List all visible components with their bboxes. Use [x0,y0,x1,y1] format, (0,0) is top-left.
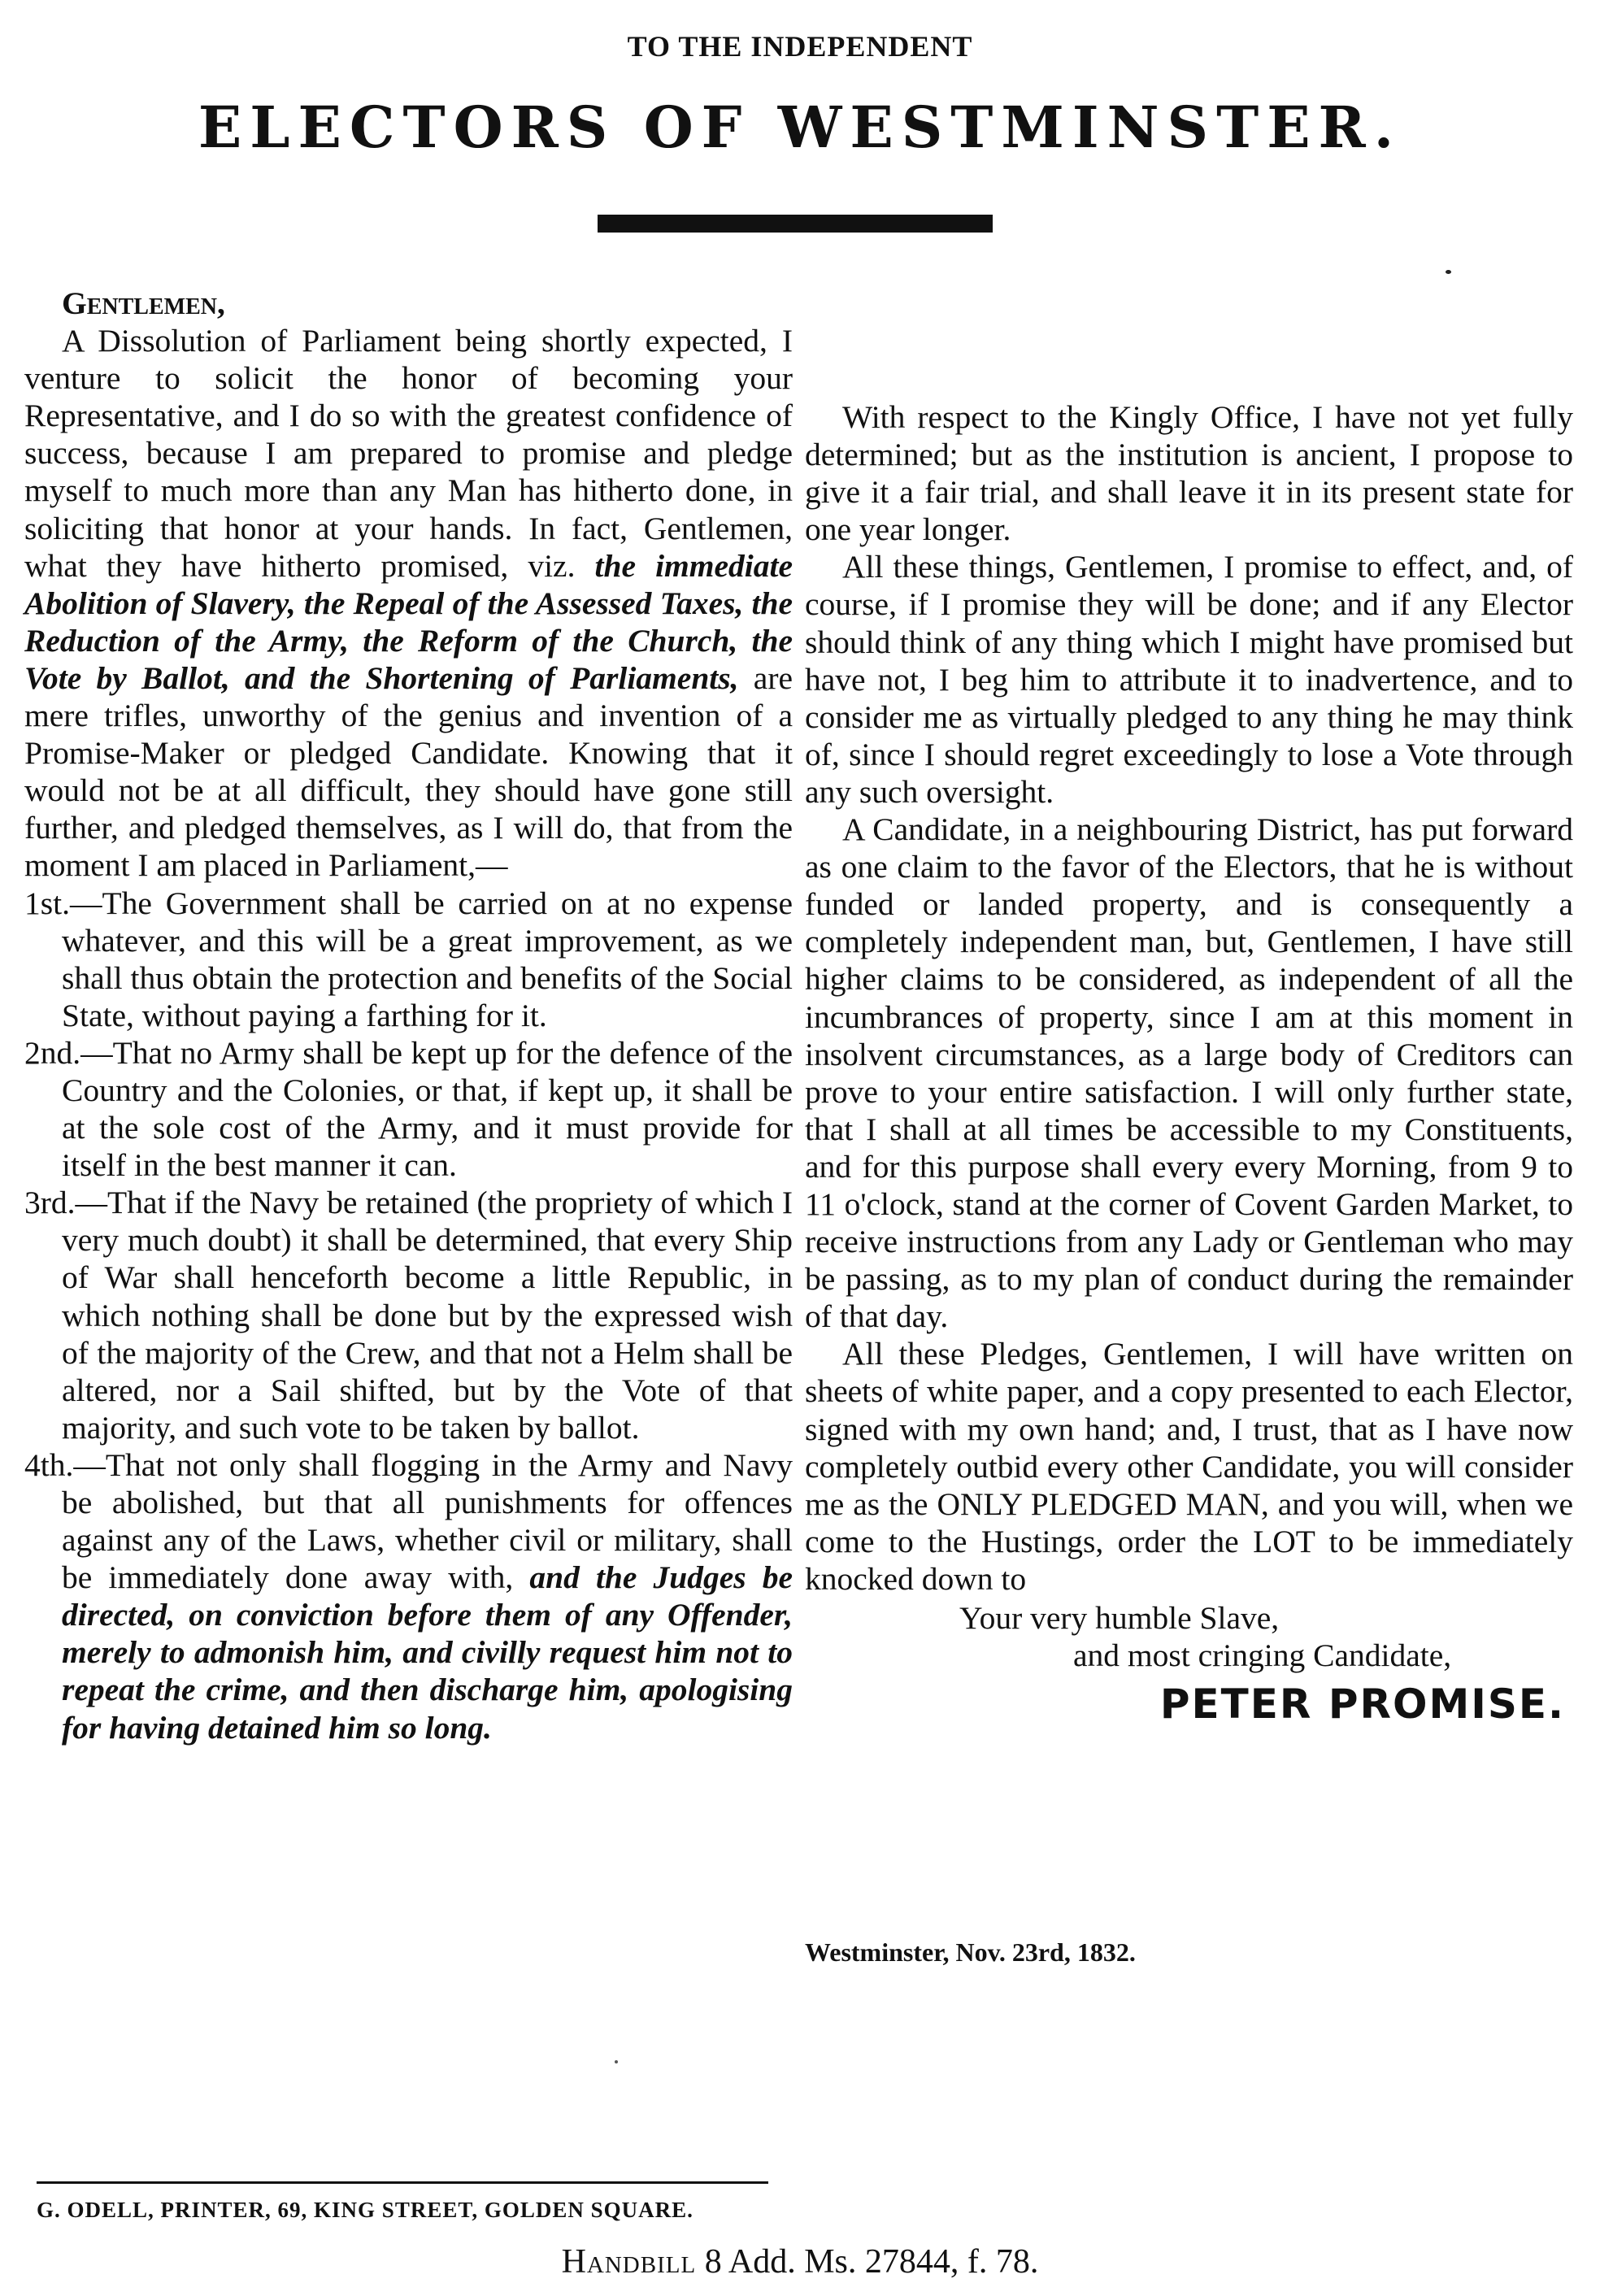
pledge-text: That no Army shall be kept up for the defence of the Country and the Colonies, or that, if kept up, it shall be at the sole cost of the Army, and it must provide for itself in the best manner it can. [62,1034,793,1184]
ink-speck [1446,270,1451,274]
pledge-number: 2nd.— [24,1034,113,1071]
header-rule [598,215,993,233]
closing-line-2: and most cringing Candidate, [1073,1637,1452,1674]
pledge-text: The Government shall be carried on at no expense whatever, and this will be a great improvement, as we shall thus obtain the protection and benefits of the Social State, without paying a farthing for it. [62,885,793,1033]
opening-text-continued: are mere trifles, unworthy of the genius and invention of a Promise-Maker or pledged Candidate. Knowing that it would not be at all difficult, they should have gone still further, and pledged themselves, as I will do, that from the moment I am placed in Parliament,— [24,659,793,884]
salutation: Gentlemen, [62,285,225,321]
right-column-body [805,398,1573,1729]
signature: PETER PROMISE. [1159,1681,1565,1729]
pledges-paragraph: All these Pledges, Gentlemen, I will have written on sheets of white paper, and a copy presented to each Elector, signed with my own hand; and, I trust, that as I have now completely outbid every other Candidate, you will consider me as the ONLY PLEDGED MAN, and you will, when we come to the Hustings, order the LOT to be immediately knocked down to [805,1336,1573,1597]
pledge-4-italic: and the Judges be directed, on conviction before them of any Offender, merely to admonish him, and civilly request him not to repeat the crime, and then discharge him, apologising for having detained him so long. [62,1559,793,1746]
pledge-2 [24,1034,793,1184]
kingly-office-paragraph: With respect to the Kingly Office, I have not yet fully determined; but as the institution is ancient, I propose to give it a fair trial, and shall leave it in its present state for one year longer. [805,399,1573,548]
pledge-1 [24,885,793,1034]
opening-text: A Dissolution of Parliament being shortly expected, I venture to solicit the honor of becoming your Representative, and I do so with the greatest confidence of success, because I am prepared to promise and pledge myself to much more than any Man has hitherto done, in soliciting that honor at your hands. In fact, Gentlemen, what they have hitherto promised, viz. [24,323,793,584]
ink-speck [615,2060,618,2063]
pledge-3 [24,1184,793,1446]
caption-label: Handbill [561,2243,697,2281]
pledge-number: 4th.— [24,1446,106,1483]
all-these-things-paragraph: All these things, Gentlemen, I promise to effect, and, of course, if I promise they will be done; and if any Elector should think of any thing which I might have promised but have not, I beg him to attribute it to inadvertence, and to consider me as virtually pledged to any thing he may think of, since I should regret exceedingly to lose a Vote through any such oversight. [805,549,1573,810]
pledge-text: That not only shall flogging in the Army and Navy be abolished, but that all punishments for offences against any of the Laws, whether civil or military, shall be immediately done away with, [62,1446,793,1596]
caption-reference: 8 Add. Ms. 27844, f. 78. [704,2243,1039,2281]
pledge-4 [24,1446,793,1746]
pledge-text: That if the Navy be retained (the propriety of which I very much doubt) it shall be determined, that every Ship of War shall henceforth become a little Republic, in which nothing shall be done but by the expressed wish of the majority of the Crew, and that not a Helm shall be altered, nor a Sail shifted, but by the Vote of that majority, and such vote to be taken by ballot. [62,1185,793,1446]
page-title: ELECTORS OF WESTMINSTER. [198,93,1402,161]
pledge-number: 3rd.— [24,1185,108,1221]
pledge-number: 1st.— [24,885,102,921]
promises-list-italic: the immediate Abolition of Slavery, the Repeal of the Assessed Taxes, the Reduction of the Army, the Reform of the Church, the Vote by Ballot, and the Shortening of Parliaments, [24,547,793,696]
opening-paragraph [24,322,793,884]
closing-line-1: Your very humble Slave, [959,1600,1280,1636]
footer-rule [37,2181,768,2184]
dateline: Westminster, Nov. 23rd, 1832. [805,1937,1136,1967]
printer-imprint: G. ODELL, PRINTER, 69, KING STREET, GOLDEN SQUARE. [37,2198,693,2222]
left-column [24,285,793,1746]
archive-caption [0,2242,1600,2281]
candidate-paragraph: A Candidate, in a neighbouring District, has put forward as one claim to the favor of the Electors, that he is without funded or landed property, and is consequently a completely independent man, but, Gentlemen, I have still higher claims to be considered, as independent of all the incumbrances of property, since I am at this moment in insolvent circumstances, as a large body of Creditors can prove to your entire satisfaction. I will only further state, that I shall at all times be accessible to my Constituents, and for this purpose shall every every Morning, from 9 to 11 o'clock, stand at the corner of Covent Garden Market, to receive instructions from any Lady or Gentleman who may be passing, as to my plan of conduct during the remainder of that day. [805,811,1573,1335]
header-line1: TO THE INDEPENDENT [627,30,973,63]
